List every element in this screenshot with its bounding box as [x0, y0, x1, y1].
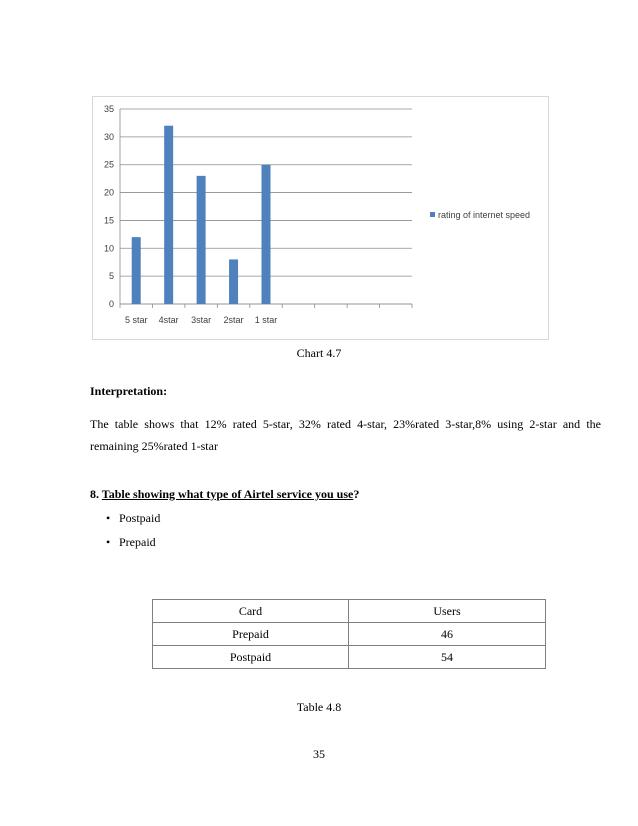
header-cell: Users: [349, 600, 546, 623]
question-heading: [90, 487, 359, 502]
bullet-icon: •: [106, 511, 111, 525]
bullet-icon: •: [106, 535, 111, 549]
data-table: [152, 599, 546, 669]
option-item: [106, 511, 160, 526]
y-tick-label: 5: [108, 271, 114, 282]
x-tick-label: 3star: [191, 315, 212, 325]
x-tick-label: 2star: [223, 315, 244, 325]
table-row: [153, 623, 546, 646]
bar: [229, 259, 238, 304]
y-tick-label: 15: [103, 215, 114, 226]
table-caption: Table 4.8: [296, 700, 342, 714]
table-cell: Prepaid: [153, 623, 349, 646]
bar: [164, 126, 173, 304]
x-tick-label: 4star: [158, 315, 179, 325]
y-tick-label: 30: [103, 131, 114, 142]
header-cell: Card: [153, 600, 349, 623]
bar: [132, 237, 141, 304]
page-number: 35: [313, 747, 325, 761]
y-tick-label: 10: [103, 243, 114, 254]
option-label: Prepaid: [119, 535, 156, 549]
table-header-row: [153, 600, 546, 623]
interpretation-heading: Interpretation:: [90, 384, 168, 398]
bar: [262, 165, 271, 304]
y-tick-label: 20: [103, 187, 114, 198]
question-number: 8.: [90, 487, 99, 501]
table-cell: Postpaid: [153, 646, 349, 669]
option-label: Postpaid: [119, 511, 161, 525]
chart-caption: Chart 4.7: [296, 346, 342, 360]
table-cell: 54: [349, 646, 546, 669]
bar-chart: [93, 97, 548, 339]
y-tick-label: 35: [103, 104, 114, 114]
table-row: [153, 646, 546, 669]
option-item: [106, 535, 156, 550]
x-tick-label: 1 star: [254, 315, 278, 325]
table-cell: 46: [349, 623, 546, 646]
interpretation-text: The table shows that 12% rated 5-star, 32% rated 4-star, 23%rated 3-star,8% using 2-star and the remaining 25%rated 1-star: [90, 417, 601, 453]
legend-label: rating of internet speed: [438, 210, 531, 220]
bar: [197, 176, 206, 304]
x-tick-label: 5 star: [124, 315, 148, 325]
y-tick-label: 0: [108, 299, 114, 309]
question-text: Table showing what type of Airtel service you use: [101, 487, 354, 501]
question-mark: ?: [353, 487, 360, 501]
legend-swatch: [430, 212, 435, 217]
chart-frame: [92, 96, 549, 340]
y-tick-label: 25: [103, 159, 114, 170]
